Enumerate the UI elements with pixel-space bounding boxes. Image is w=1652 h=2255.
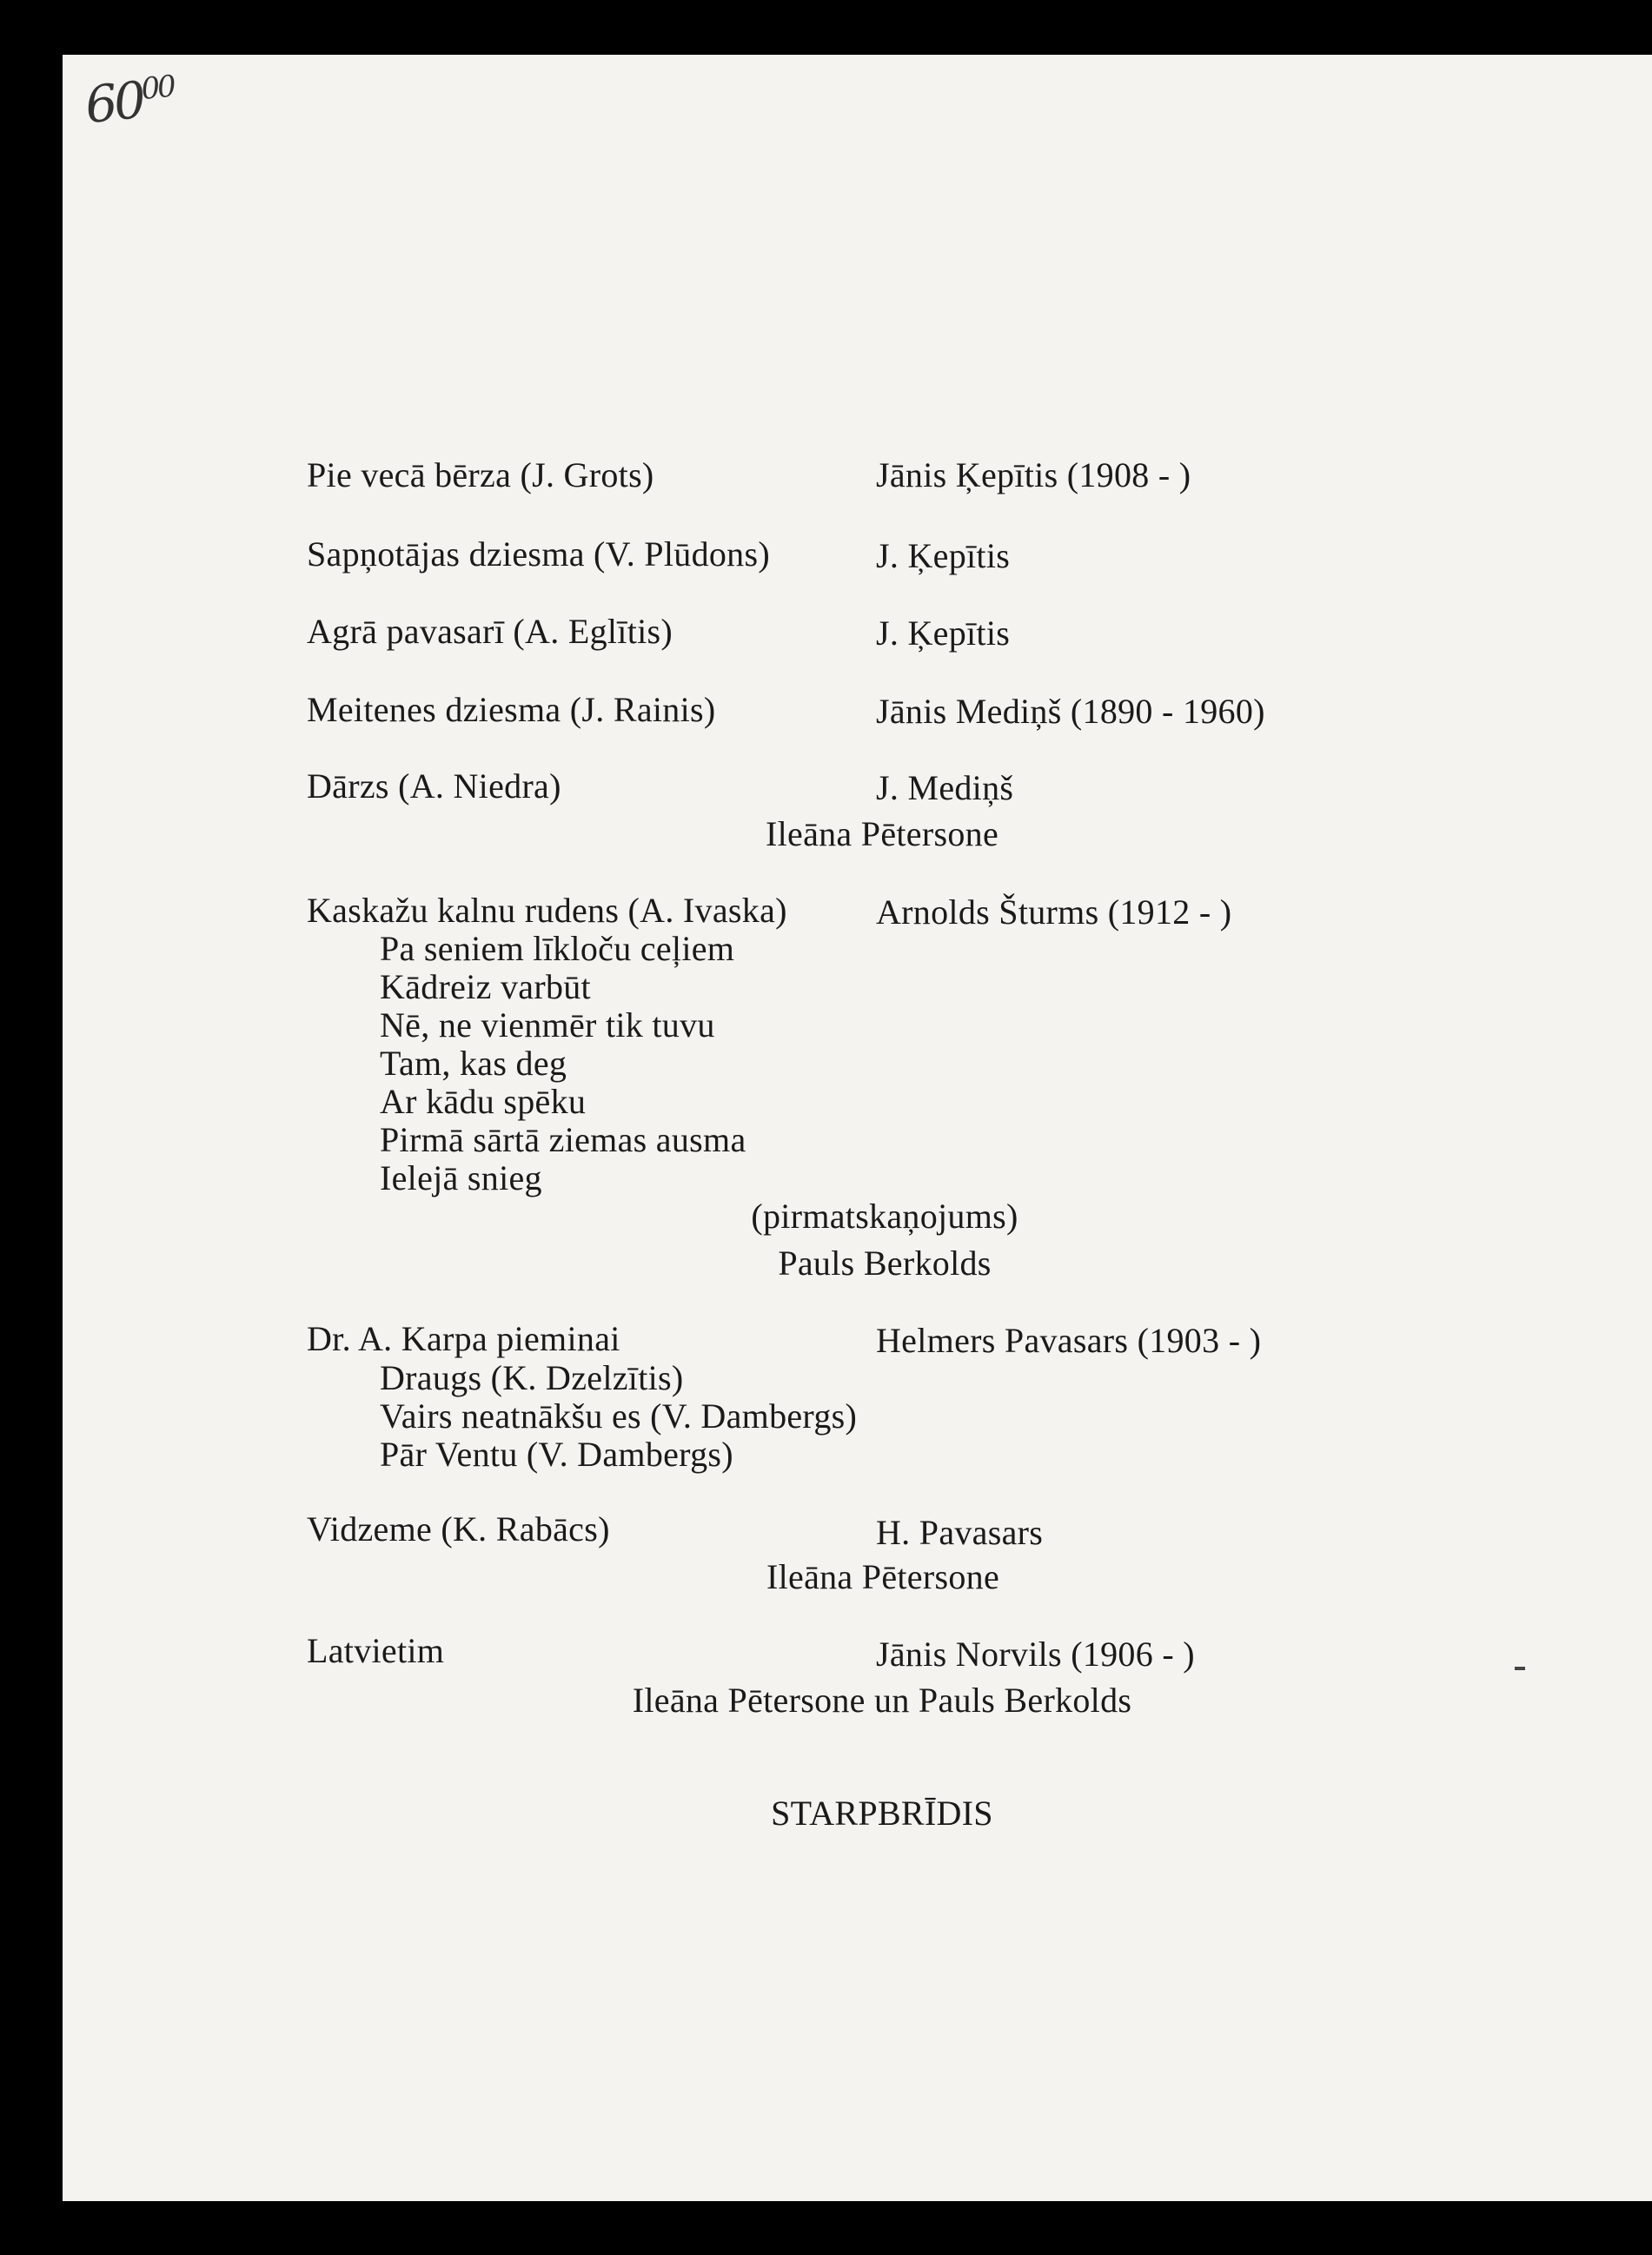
program-item-title: Vidzeme (K. Rabācs)	[307, 1509, 610, 1549]
program-item-title: Kaskažu kalnu rudens (A. Ivaska)	[307, 891, 787, 930]
program-item-composer: Arnolds Šturms (1912 - )	[876, 892, 1232, 932]
subitem: Tam, kas deg	[380, 1044, 567, 1083]
stray-mark	[1515, 1667, 1525, 1670]
program-item-title: Pie vecā bērza (J. Grots)	[307, 455, 654, 494]
performer-line: Ileāna Pētersone	[766, 1557, 1000, 1596]
program-item-title: Dr. A. Karpa pieminai	[307, 1319, 620, 1358]
program-item-title: Sapņotājas dziesma (V. Plūdons)	[307, 534, 770, 574]
program-item-composer: Jānis Norvils (1906 - )	[876, 1635, 1195, 1674]
program-item-composer: Jānis Mediņš (1890 - 1960)	[876, 692, 1265, 731]
subitem: Pār Ventu (V. Dambergs)	[380, 1435, 733, 1474]
subitem: Ielejā snieg	[380, 1158, 542, 1197]
subitem: Nē, ne vienmēr tik tuvu	[380, 1005, 715, 1045]
program-item-title: Meitenes dziesma (J. Rainis)	[307, 690, 716, 729]
program-item-composer: H. Pavasars	[876, 1513, 1044, 1552]
subitem: Ar kādu spēku	[380, 1082, 587, 1121]
subitem: Draugs (K. Dzelzītis)	[380, 1358, 684, 1397]
subitem: Pa seniem līkloču ceļiem	[380, 929, 735, 968]
performer-line: Ileāna Pētersone un Pauls Berkolds	[632, 1681, 1132, 1720]
intermission-label: STARPBRĪDIS	[771, 1794, 993, 1833]
program-item-composer: Helmers Pavasars (1903 - )	[876, 1321, 1262, 1360]
program-item-composer: J. Mediņš	[876, 768, 1014, 807]
program-page	[63, 55, 1652, 2201]
performer-line: Pauls Berkolds	[778, 1244, 992, 1283]
subitem: Vairs neatnākšu es (V. Dambergs)	[380, 1396, 858, 1436]
subitem: Pirmā sārtā ziemas ausma	[380, 1120, 746, 1159]
handwritten-note: $60^{00}$	[82, 69, 176, 136]
premiere-note: (pirmatskaņojums)	[751, 1197, 1018, 1236]
program-item-title: Latvietim	[307, 1631, 445, 1670]
performer-line: Ileāna Pētersone	[765, 814, 999, 853]
program-item-title: Agrā pavasarī (A. Eglītis)	[307, 612, 673, 651]
subitem: Kādreiz varbūt	[380, 967, 591, 1006]
program-item-composer: J. Ķepītis	[876, 536, 1011, 575]
program-item-composer: Jānis Ķepītis (1908 - )	[876, 455, 1191, 494]
program-item-title: Dārzs (A. Niedra)	[307, 766, 561, 806]
program-item-composer: J. Ķepītis	[876, 613, 1011, 653]
